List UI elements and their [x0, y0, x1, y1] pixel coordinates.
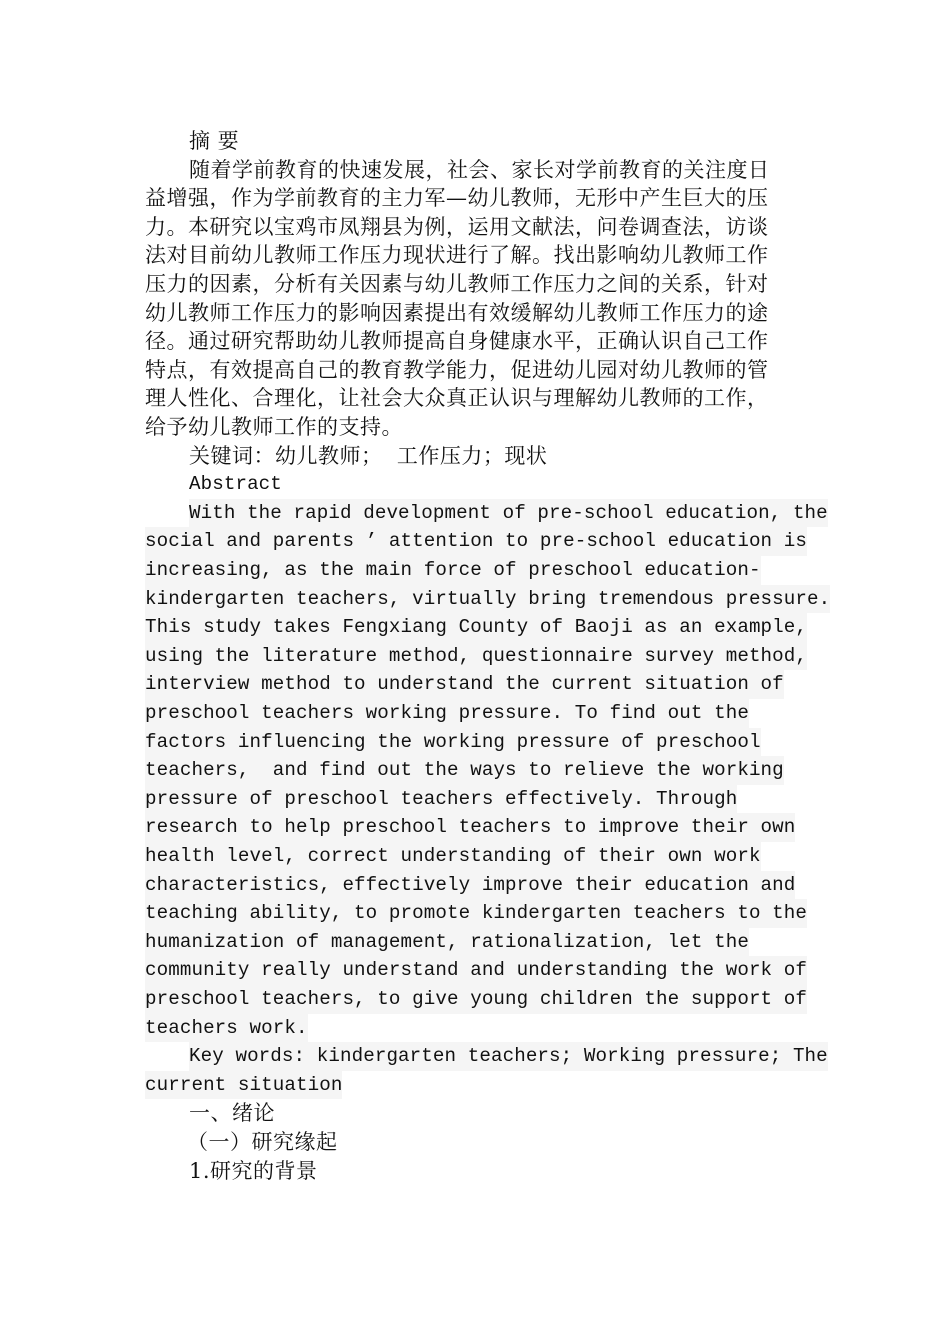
abstract-en-line: social and parents ’ attention to pre-school education is — [145, 527, 807, 556]
abstract-cn-line: 力。本研究以宝鸡市凤翔县为例，运用文献法，问卷调查法，访谈 — [145, 214, 769, 239]
abstract-en-line: research to help preschool teachers to improve their own — [145, 813, 795, 842]
abstract-cn-line: 益增强，作为学前教育的主力军—幼儿教师，无形中产生巨大的压 — [145, 186, 769, 211]
abstract-cn-line: 理人性化、合理化，让社会大众真正认识与理解幼儿教师的工作， — [145, 386, 769, 411]
abstract-en-line: characteristics, effectively improve their education and — [145, 871, 795, 900]
abstract-en-heading: Abstract — [189, 473, 282, 496]
abstract-cn-line: 特点，有效提高自己的教育教学能力，促进幼儿园对幼儿教师的管 — [145, 357, 769, 382]
abstract-en-line: teachers work. — [145, 1014, 308, 1043]
abstract-cn-heading: 摘 要 — [189, 129, 240, 153]
abstract-en-line: humanization of management, rationalization, let the — [145, 928, 749, 957]
subsection-heading: （一）研究缘起 — [187, 1130, 338, 1154]
abstract-en-line: kindergarten teachers, virtually bring tremendous pressure. — [145, 585, 830, 614]
abstract-en-line: This study takes Fengxiang County of Baoji as an example, — [145, 613, 807, 642]
abstract-cn-line: 压力的因素，分析有关因素与幼儿教师工作压力之间的关系，针对 — [145, 272, 769, 296]
abstract-cn-line: 法对目前幼儿教师工作压力现状进行了解。找出影响幼儿教师工作 — [145, 243, 769, 268]
abstract-en-line: preschool teachers working pressure. To find out the — [145, 699, 749, 728]
abstract-en-line: using the literature method, questionnaire survey method, — [145, 642, 807, 671]
abstract-en-line: health level, correct understanding of their own work — [145, 842, 761, 871]
abstract-en-keywords: Key words: kindergarten teachers; Working pressure; The — [189, 1042, 828, 1071]
abstract-en-keywords-cont: current situation — [145, 1071, 342, 1100]
abstract-en-line: interview method to understand the current situation of — [145, 670, 784, 699]
abstract-cn-keywords: 关键词：幼儿教师； 工作压力；现状 — [189, 443, 548, 468]
abstract-en-line: teachers, and find out the ways to relieve the working — [145, 756, 784, 785]
abstract-en-line: pressure of preschool teachers effectively. Through — [145, 785, 737, 814]
abstract-cn-line: 随着学前教育的快速发展，社会、家长对学前教育的关注度日 — [189, 157, 770, 182]
abstract-en-line: With the rapid development of pre-school education, the — [189, 499, 828, 528]
abstract-en-line: preschool teachers, to give young children the support of — [145, 985, 807, 1014]
abstract-cn-line: 给予幼儿教师工作的支持。 — [145, 415, 403, 439]
section-heading: 一、绪论 — [189, 1101, 275, 1126]
abstract-cn-line: 径。通过研究帮助幼儿教师提高自身健康水平，正确认识自己工作 — [145, 329, 769, 354]
abstract-en-line: increasing, as the main force of preschool education- — [145, 556, 761, 585]
abstract-en-line: factors influencing the working pressure of preschool — [145, 728, 761, 757]
abstract-en-line: teaching ability, to promote kindergarten teachers to the — [145, 899, 807, 928]
item-heading: 1.研究的背景 — [189, 1158, 318, 1183]
abstract-en-line: community really understand and understanding the work of — [145, 956, 807, 985]
abstract-cn-line: 幼儿教师工作压力的影响因素提出有效缓解幼儿教师工作压力的途 — [145, 300, 769, 325]
